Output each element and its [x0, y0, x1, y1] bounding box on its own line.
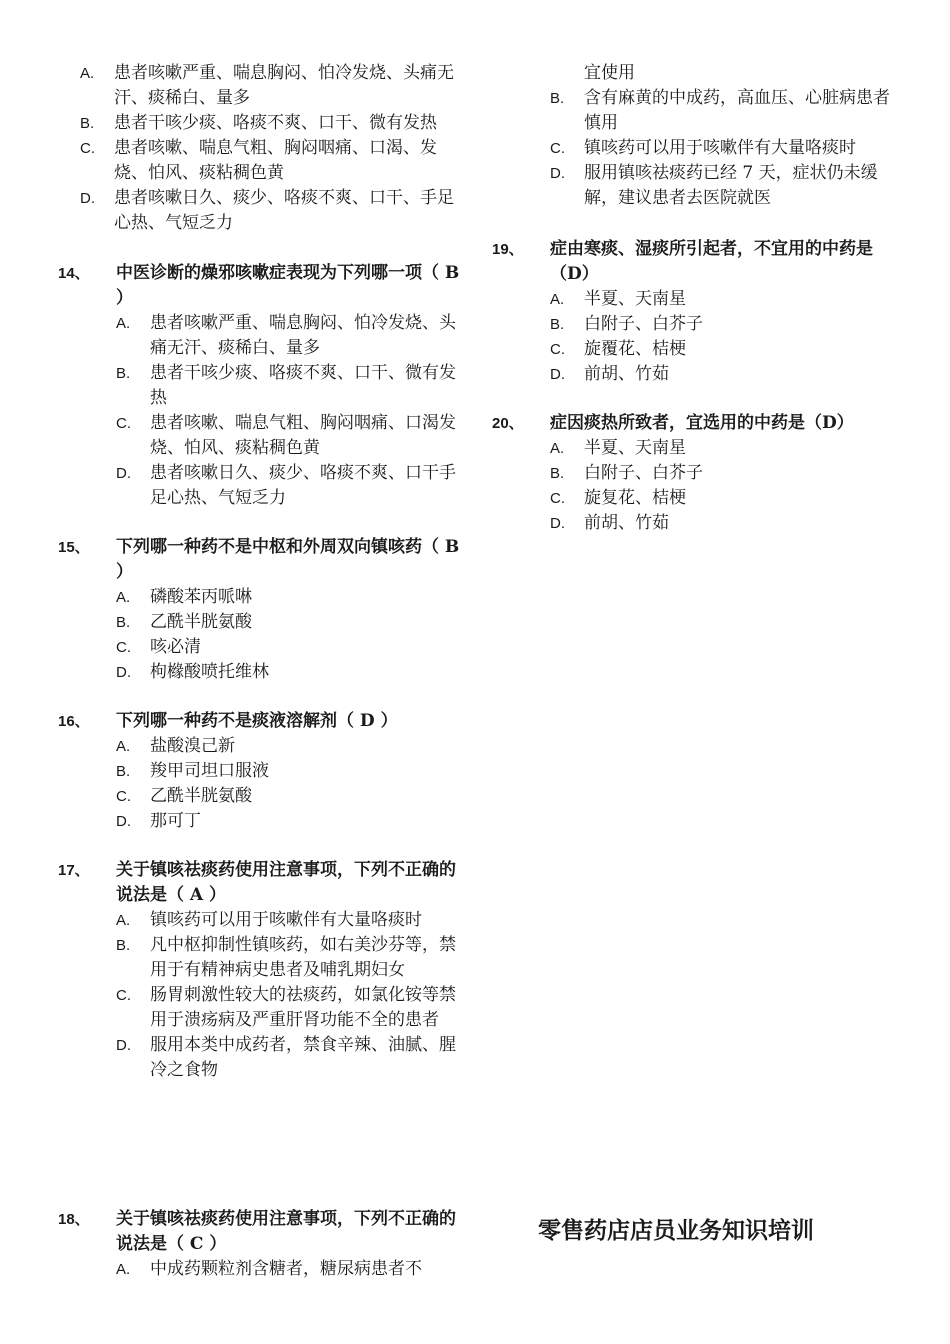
- question-text: 关于镇咳祛痰药使用注意事项，下列不正确的说法是（ A ）: [116, 860, 456, 905]
- option-16-c: [116, 784, 462, 809]
- question-15: [58, 535, 462, 685]
- option-text: 患者干咳少痰、咯痰不爽、口干、微有发热: [114, 113, 437, 133]
- option-20-b: [550, 461, 900, 486]
- option-18-b: [550, 86, 900, 136]
- option-text: 含有麻黄的中成药，高血压、心脏病患者慎用: [584, 88, 890, 133]
- option-letter: D.: [550, 515, 565, 532]
- option-19-c: [550, 337, 900, 362]
- option-letter: C.: [116, 639, 131, 656]
- option-text: 镇咳药可以用于咳嗽伴有大量咯痰时: [150, 910, 422, 930]
- question-stem: [492, 237, 900, 287]
- option-text: 羧甲司坦口服液: [150, 761, 269, 781]
- option-text: 白附子、白芥子: [584, 314, 703, 334]
- right-column-questions: [492, 237, 900, 536]
- option-letter: B.: [116, 937, 131, 954]
- question-number: 14、: [58, 265, 90, 282]
- option-text: 患者咳嗽严重、喘息胸闷、怕冷发烧、头痛无汗、痰稀白、量多: [150, 313, 456, 358]
- option-14-b: [116, 361, 462, 411]
- question-20: [492, 411, 900, 536]
- option-letter: B.: [80, 115, 95, 132]
- option-text: 服用本类中成药者，禁食辛辣、油腻、腥冷之食物: [150, 1035, 456, 1080]
- option-letter: D.: [116, 813, 131, 830]
- option-20-c: [550, 486, 900, 511]
- footer-title: 零售药店店员业务知识培训: [538, 1217, 814, 1244]
- option-text: 半夏、天南星: [584, 289, 686, 309]
- option-16-a: [116, 734, 462, 759]
- question-14: [58, 261, 462, 511]
- option-letter: A.: [116, 1261, 131, 1278]
- right-column: [550, 61, 900, 211]
- option-letter: C.: [550, 490, 565, 507]
- option-text: 旋复花、桔梗: [584, 488, 686, 508]
- option-text: 磷酸苯丙哌啉: [150, 587, 252, 607]
- option-text: 患者干咳少痰、咯痰不爽、口干、微有发热: [150, 363, 456, 408]
- option-letter: B.: [116, 365, 131, 382]
- option-text: 中成药颗粒剂含糖者，糖尿病患者不: [150, 1259, 422, 1279]
- option-letter: B.: [116, 763, 131, 780]
- question-text: 症因痰热所致者，宜选用的中药是（D）: [550, 413, 854, 433]
- option-letter: A.: [550, 291, 565, 308]
- question-stem: [58, 709, 462, 734]
- option-14-d: [116, 461, 462, 511]
- option-letter: D.: [550, 366, 565, 383]
- option-letter: C.: [550, 341, 565, 358]
- option-text: 肠胃刺激性较大的祛痰药，如氯化铵等禁用于溃疡病及严重肝肾功能不全的患者: [150, 985, 456, 1030]
- option-letter: A.: [80, 65, 95, 82]
- left-column: [80, 61, 462, 236]
- option-16-b: [116, 759, 462, 784]
- option-text: 前胡、竹茹: [584, 364, 669, 384]
- option-13-d: [80, 186, 462, 236]
- option-letter: A.: [116, 738, 131, 755]
- question-stem: [492, 411, 900, 436]
- option-text: 患者咳嗽、喘息气粗、胸闷咽痛、口渴发烧、怕风、痰粘稠色黄: [150, 413, 456, 458]
- option-15-c: [116, 635, 462, 660]
- left-column-questions: [58, 261, 462, 1083]
- question-number: 16、: [58, 713, 90, 730]
- option-letter: A.: [550, 440, 565, 457]
- option-18-d: [550, 161, 900, 211]
- option-14-a: [116, 311, 462, 361]
- option-letter: B.: [116, 614, 131, 631]
- question-text: 中医诊断的燥邪咳嗽症表现为下列哪一项（ B ）: [116, 263, 460, 308]
- option-text: 白附子、白芥子: [584, 463, 703, 483]
- question-text: 症由寒痰、湿痰所引起者，不宜用的中药是（D）: [550, 239, 873, 284]
- option-text: 枸橼酸喷托维林: [150, 662, 269, 682]
- option-letter: D.: [116, 664, 131, 681]
- option-text: 镇咳药可以用于咳嗽伴有大量咯痰时: [584, 138, 856, 158]
- question-stem: [58, 1207, 462, 1257]
- option-14-c: [116, 411, 462, 461]
- question-number: 17、: [58, 862, 90, 879]
- option-13-b: [80, 111, 462, 136]
- option-letter: D.: [550, 165, 565, 182]
- question-stem: [58, 535, 462, 585]
- option-text: 半夏、天南星: [584, 438, 686, 458]
- option-15-d: [116, 660, 462, 685]
- option-letter: D.: [116, 1037, 131, 1054]
- option-letter: C.: [116, 415, 131, 432]
- option-letter: A.: [116, 315, 131, 332]
- question-18: [58, 1207, 462, 1282]
- option-17-b: [116, 933, 462, 983]
- option-text: 患者咳嗽严重、喘息胸闷、怕冷发烧、头痛无汗、痰稀白、量多: [114, 63, 454, 108]
- question-number: 20、: [492, 415, 524, 432]
- question-text: 下列哪一种药不是痰液溶解剂（ D ）: [116, 711, 398, 731]
- option-18-a: [116, 1257, 462, 1282]
- question-number: 18、: [58, 1211, 90, 1228]
- option-17-a: [116, 908, 462, 933]
- question-text: 关于镇咳祛痰药使用注意事项，下列不正确的说法是（ C ）: [116, 1209, 456, 1254]
- option-text: 旋覆花、桔梗: [584, 339, 686, 359]
- option-text: 咳必清: [150, 637, 201, 657]
- option-letter: B.: [550, 465, 565, 482]
- option-15-a: [116, 585, 462, 610]
- option-18-a-continued: 宜使用: [584, 63, 635, 83]
- option-letter: B.: [550, 316, 565, 333]
- option-15-b: [116, 610, 462, 635]
- question-16: [58, 709, 462, 834]
- option-letter: C.: [80, 140, 95, 157]
- question-number: 19、: [492, 241, 524, 258]
- option-letter: D.: [116, 465, 131, 482]
- option-13-a: [80, 61, 462, 111]
- option-13-c: [80, 136, 462, 186]
- option-text: 乙酰半胱氨酸: [150, 786, 252, 806]
- option-text: 乙酰半胱氨酸: [150, 612, 252, 632]
- question-13-options: [80, 61, 462, 236]
- option-text: 凡中枢抑制性镇咳药，如右美沙芬等，禁用于有精神病史患者及哺乳期妇女: [150, 935, 456, 980]
- option-letter: A.: [116, 912, 131, 929]
- question-stem: [58, 858, 462, 908]
- option-text: 前胡、竹茹: [584, 513, 669, 533]
- option-16-d: [116, 809, 462, 834]
- question-text: 下列哪一种药不是中枢和外周双向镇咳药（ B ）: [116, 537, 460, 582]
- option-20-d: [550, 511, 900, 536]
- question-17: [58, 858, 462, 1083]
- option-text: 服用镇咳祛痰药已经 7 天，症状仍未缓解，建议患者去医院就医: [584, 163, 878, 208]
- option-17-c: [116, 983, 462, 1033]
- option-text: 那可丁: [150, 811, 201, 831]
- option-letter: C.: [550, 140, 565, 157]
- option-text: 患者咳嗽、喘息气粗、胸闷咽痛、口渴、发烧、怕风、痰粘稠色黄: [114, 138, 437, 183]
- option-17-d: [116, 1033, 462, 1083]
- option-19-d: [550, 362, 900, 387]
- question-number: 15、: [58, 539, 90, 556]
- option-letter: D.: [80, 190, 95, 207]
- option-18-c: [550, 136, 900, 161]
- option-text: 盐酸溴己新: [150, 736, 235, 756]
- option-letter: A.: [116, 589, 131, 606]
- option-20-a: [550, 436, 900, 461]
- option-letter: B.: [550, 90, 565, 107]
- option-text: 患者咳嗽日久、痰少、咯痰不爽、口干、手足心热、气短乏力: [114, 188, 454, 233]
- question-19: [492, 237, 900, 387]
- question-stem: [58, 261, 462, 311]
- option-19-a: [550, 287, 900, 312]
- option-letter: C.: [116, 987, 131, 1004]
- option-19-b: [550, 312, 900, 337]
- option-text: 患者咳嗽日久、痰少、咯痰不爽、口干手足心热、气短乏力: [150, 463, 456, 508]
- option-letter: C.: [116, 788, 131, 805]
